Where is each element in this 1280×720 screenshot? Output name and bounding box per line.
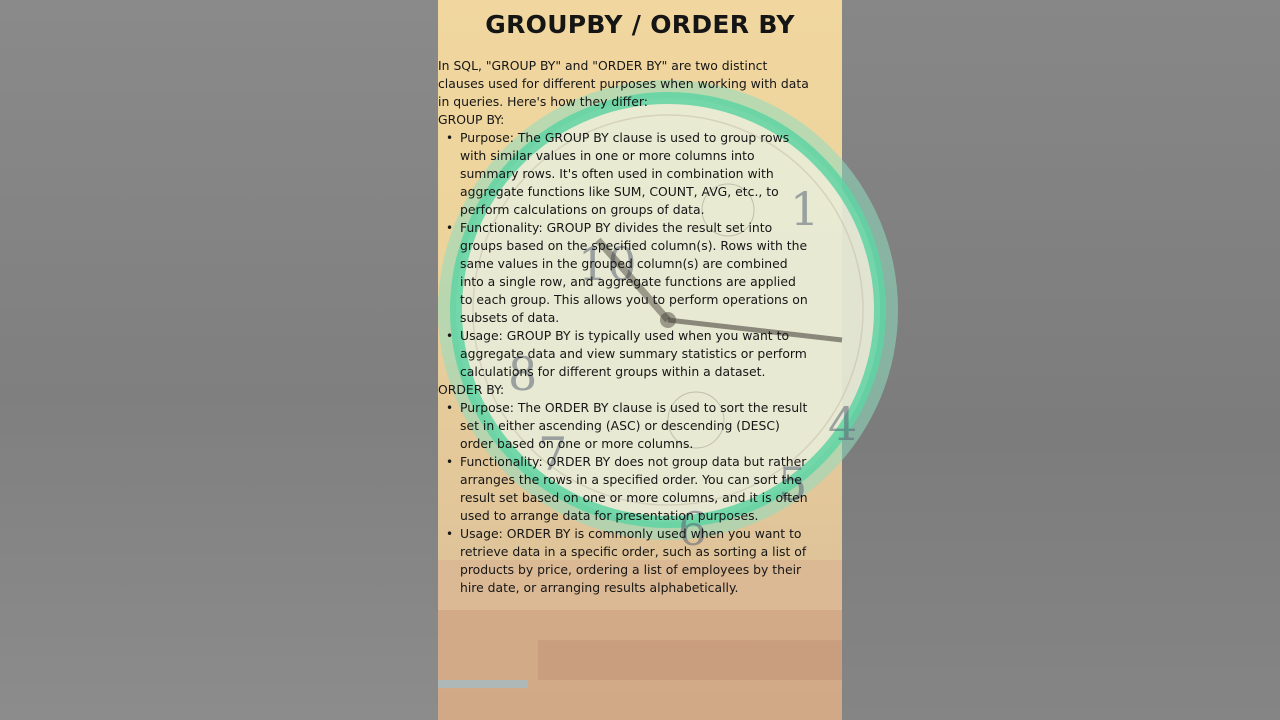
svg-text:5: 5	[778, 457, 808, 511]
right-blur-border	[842, 0, 1280, 720]
svg-text:4: 4	[828, 397, 858, 451]
order-by-list	[438, 399, 810, 597]
list-item: • Usage: GROUP BY is typically used when you want to aggregate data and view summary statistics or perform calculations for different groups within a dataset.	[460, 327, 810, 381]
svg-text:8: 8	[508, 347, 538, 401]
list-item: • Functionality: ORDER BY does not group data but rather arranges the rows in a specified order. You can sort the result set based on one or more columns, and it is often used to arrange data for presentation purposes.	[460, 453, 810, 525]
svg-text:10: 10	[578, 237, 637, 291]
intro-paragraph: In SQL, "GROUP BY" and "ORDER BY" are two distinct clauses used for different purposes when working with data in queries. Here's how they differ:	[438, 58, 809, 109]
group-by-heading: GROUP BY:	[438, 112, 505, 127]
list-item: • Purpose: The GROUP BY clause is used to group rows with similar values in one or more columns into summary rows. It's often used in combination with aggregate functions like SUM, COUNT, AVG, etc., to perform calculations on groups of data.	[460, 129, 810, 219]
page-title: GROUPBY / ORDER BY	[485, 10, 795, 39]
order-by-heading: ORDER BY:	[438, 382, 505, 397]
article-body	[438, 57, 810, 597]
left-blur-border	[0, 0, 438, 720]
content-card	[438, 0, 858, 720]
svg-text:6: 6	[678, 502, 708, 556]
svg-text:7: 7	[538, 427, 568, 481]
svg-text:1: 1	[790, 182, 820, 236]
group-by-list	[438, 129, 810, 381]
list-item: • Purpose: The ORDER BY clause is used to sort the result set in either ascending (ASC) or descending (DESC) order based on one or more columns.	[460, 399, 810, 453]
list-item: • Usage: ORDER BY is commonly used when you want to retrieve data in a specific order, such as sorting a list of products by price, ordering a list of employees by their hire date, or arranging results alphabetically.	[460, 525, 810, 597]
list-item: • Functionality: GROUP BY divides the result set into groups based on the specified column(s). Rows with the same values in the grouped column(s) are combined into a single row, and aggregate functions are applied to each group. This allows you to perform operations on subsets of data.	[460, 219, 810, 327]
